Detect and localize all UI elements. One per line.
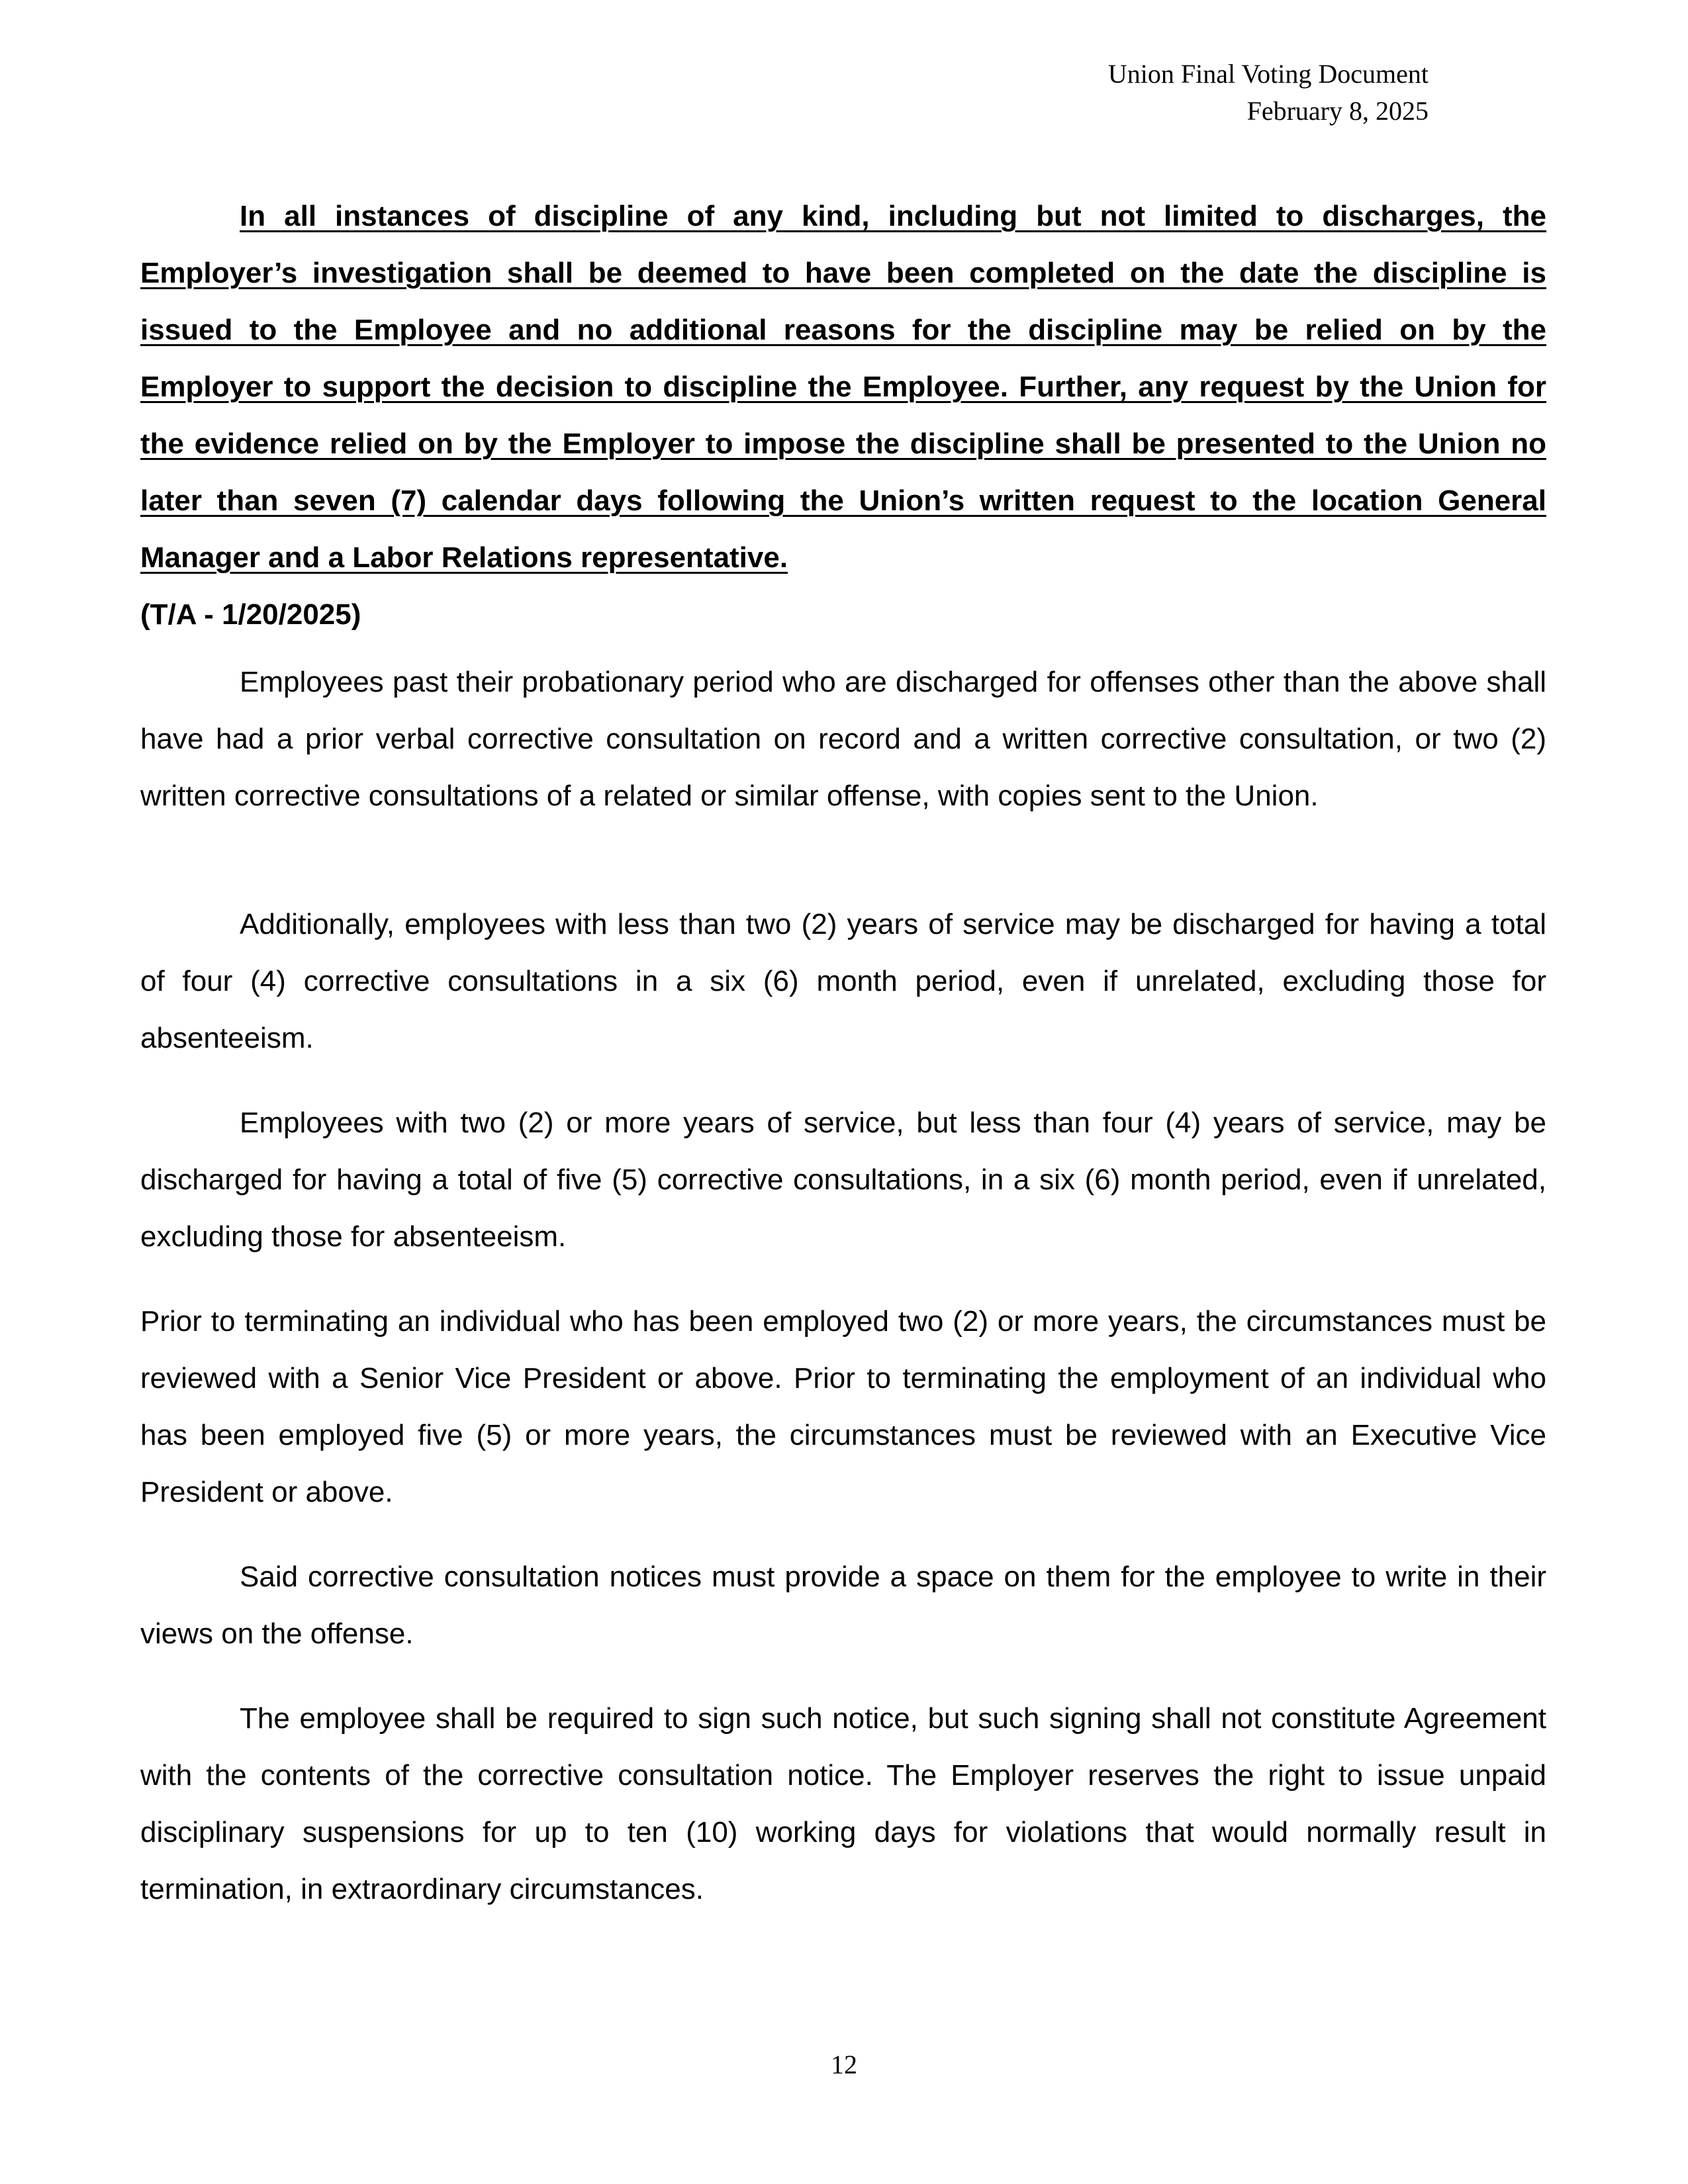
termination-review-paragraph: Prior to terminating an individual who has been employed two (2) or more years, the circumstances must be reviewed with a Senior Vice President or above. Prior to terminating the employment of an individual who has been employed five (5) or more years, the circumstances must be reviewed with an Executive Vice President or above.	[140, 1305, 1546, 1508]
tentative-agreement-paragraph: In all instances of discipline of any kind, including but not limited to discharges, the Employer’s investigation shall be deemed to have been completed on the date the discipline is issued to the Employee and no additional reasons for the discipline may be relied on by the Employer to support the decision to discipline the Employee. Further, any request by the Union for the evidence relied on by the Employer to impose the discipline shall be presented to the Union no later than seven (7) calendar days following the Union’s written request to the location General Manager and a Labor Relations representative.	[140, 200, 1546, 574]
signing-notice-paragraph: The employee shall be required to sign such notice, but such signing shall not constitute Agreement with the contents of the corrective consultation notice. The Employer reserves the right to issue unpaid disciplinary suspensions for up to ten (10) working days for violations that would normally result in termination, in extraordinary circumstances.	[140, 1702, 1546, 1905]
document-body	[140, 188, 1546, 1918]
tentative-agreement-date: (T/A - 1/20/2025)	[140, 598, 361, 631]
two-to-four-years-paragraph: Employees with two (2) or more years of service, but less than four (4) years of service, may be discharged for having a total of five (5) corrective consultations, in a six (6) month period, even if unrelated, excluding those for absenteeism.	[140, 1107, 1546, 1253]
header-title: Union Final Voting Document	[1107, 59, 1429, 89]
document-header	[1108, 56, 1429, 130]
page-number: 12	[831, 2050, 857, 2079]
less-than-two-years-paragraph: Additionally, employees with less than two (2) years of service may be discharged for having a total of four (4) corrective consultations in a six (6) month period, even if unrelated, excluding those for absenteeism.	[140, 908, 1546, 1054]
notice-space-paragraph: Said corrective consultation notices must provide a space on them for the employee to write in their views on the offense.	[140, 1561, 1546, 1650]
header-date: February 8, 2025	[1246, 96, 1429, 126]
probationary-discharge-paragraph: Employees past their probationary period who are discharged for offenses other than the above shall have had a prior verbal corrective consultation on record and a written corrective consultation, or two (2) written corrective consultations of a related or similar offense, with copies sent to the Union.	[140, 666, 1546, 812]
